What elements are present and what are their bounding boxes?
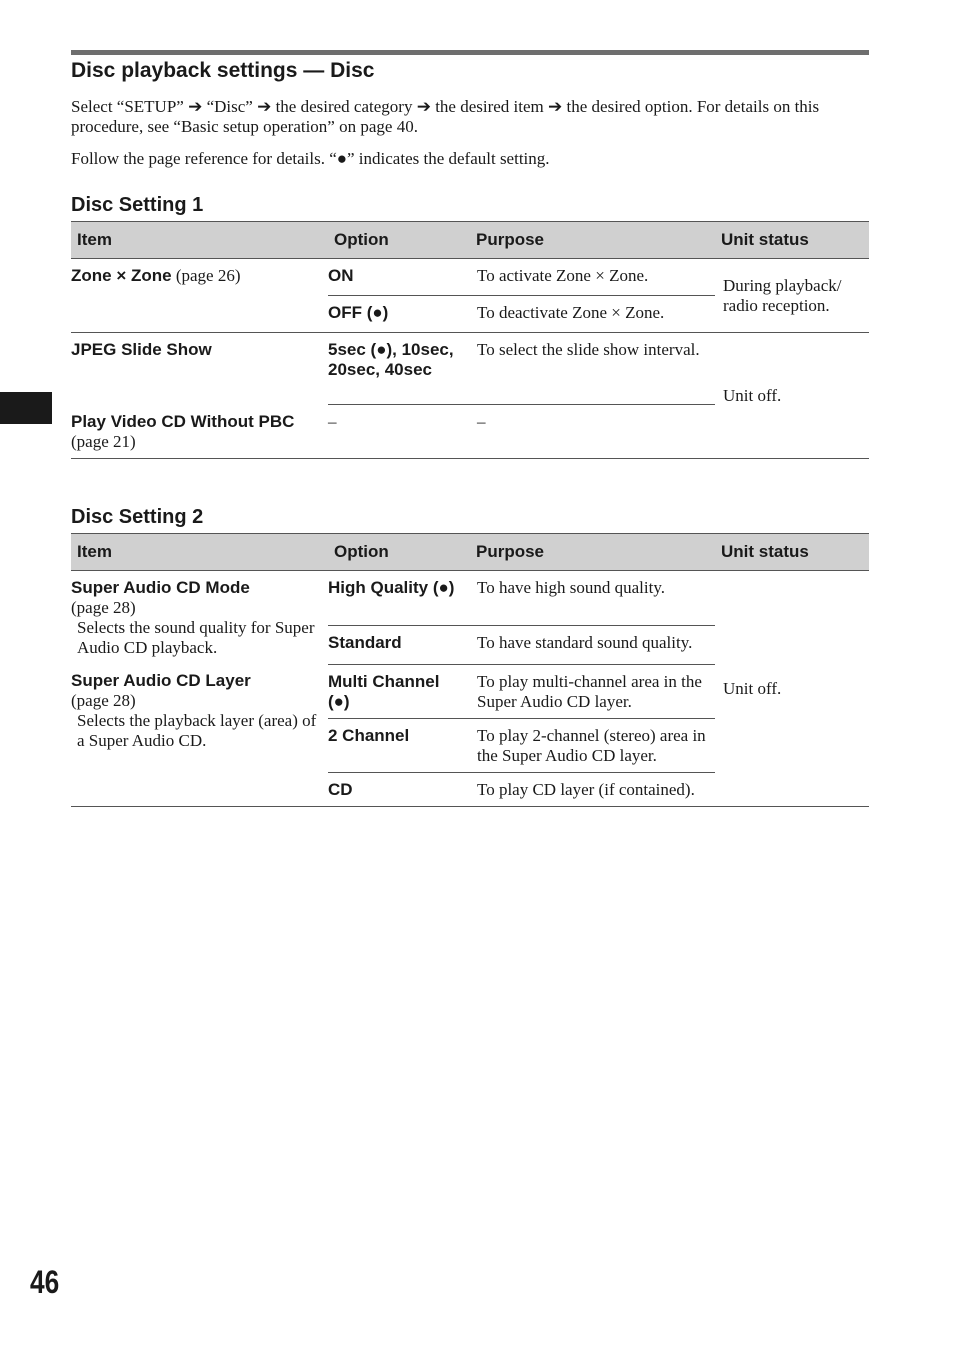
table-row [71, 259, 869, 296]
unit-status-cell: During playback/ radio reception. [715, 259, 869, 333]
header-option: Option [328, 222, 470, 259]
item-vcd: Play Video CD Without PBC [71, 411, 295, 431]
option-interval: 5sec (●), 10sec, 20sec, 40sec [328, 340, 454, 379]
item-cell [71, 405, 328, 459]
disc-setting-1-table [71, 221, 869, 459]
option-cell [328, 626, 470, 665]
page-number: 46 [30, 1264, 60, 1300]
table-row [71, 571, 869, 626]
disc-setting-2-table [71, 533, 869, 807]
page-title: Disc playback settings — Disc [71, 59, 375, 82]
disc-setting-1-heading: Disc Setting 1 [71, 194, 204, 216]
header-unit-status: Unit status [715, 534, 869, 571]
disc-setting-2-heading: Disc Setting 2 [71, 506, 204, 528]
option-cell [328, 571, 470, 626]
unit-status-cell: Unit off. [715, 333, 869, 459]
header-option: Option [328, 534, 470, 571]
table-header-row [71, 222, 869, 259]
option-multi-channel: Multi Channel (●) [328, 671, 440, 711]
item-sacd-layer-desc: Selects the playback layer (area) of a Super Audio CD. [77, 711, 317, 750]
header-item: Item [71, 222, 328, 259]
item-sacd-mode: Super Audio CD Mode [71, 578, 250, 597]
option-cell [328, 772, 470, 806]
header-item: Item [71, 534, 328, 571]
option-on: ON [328, 266, 354, 285]
option-cell: – [328, 405, 470, 459]
item-sacd-mode-desc: Selects the sound quality for Super Audio CD playback. [77, 618, 315, 657]
item-cell [71, 259, 328, 333]
item-zone-ref: (page 26) [171, 266, 241, 285]
header-purpose: Purpose [470, 534, 715, 571]
purpose-cell: To play CD layer (if contained). [470, 772, 715, 806]
option-off: OFF (●) [328, 303, 389, 322]
table-header-row [71, 534, 869, 571]
item-cell [71, 664, 328, 806]
item-cell [71, 333, 328, 405]
purpose-cell: To deactivate Zone × Zone. [470, 296, 715, 333]
option-cd: CD [328, 779, 353, 799]
option-standard: Standard [328, 633, 402, 652]
item-sacd-mode-ref: (page 28) [71, 598, 136, 617]
intro-instructions: Select “SETUP” ➔ “Disc” ➔ the desired category ➔ the desired item ➔ the desired option. For details on this procedure, see “Basic setup operation” on page 40. [71, 97, 820, 136]
option-cell [328, 333, 470, 405]
option-2-channel: 2 Channel [328, 725, 410, 745]
option-high-quality: High Quality (●) [328, 578, 455, 597]
purpose-cell: To activate Zone × Zone. [470, 259, 715, 296]
option-cell [328, 664, 470, 718]
unit-status-cell: Unit off. [715, 571, 869, 807]
option-cell [328, 296, 470, 333]
purpose-cell: To have standard sound quality. [470, 626, 715, 665]
option-cell [328, 718, 470, 772]
purpose-cell: To play 2-channel (stereo) area in the Super Audio CD layer. [470, 718, 715, 772]
section-tab-marker [0, 392, 52, 424]
item-sacd-layer: Super Audio CD Layer [71, 671, 251, 690]
item-zone: Zone × Zone [71, 266, 172, 285]
top-rule [71, 50, 869, 55]
purpose-cell: To play multi-channel area in the Super Audio CD layer. [470, 664, 715, 718]
item-jpeg: JPEG Slide Show [71, 340, 212, 359]
item-sacd-layer-ref: (page 28) [71, 691, 136, 710]
intro-default-note: Follow the page reference for details. “●” indicates the default setting. [71, 149, 550, 168]
option-cell [328, 259, 470, 296]
header-purpose: Purpose [470, 222, 715, 259]
purpose-cell: – [470, 405, 715, 459]
purpose-cell: To have high sound quality. [470, 571, 715, 626]
item-vcd-ref: (page 21) [71, 431, 136, 451]
purpose-cell: To select the slide show interval. [470, 333, 715, 405]
header-unit-status: Unit status [715, 222, 869, 259]
item-cell [71, 571, 328, 665]
table-row [71, 333, 869, 405]
